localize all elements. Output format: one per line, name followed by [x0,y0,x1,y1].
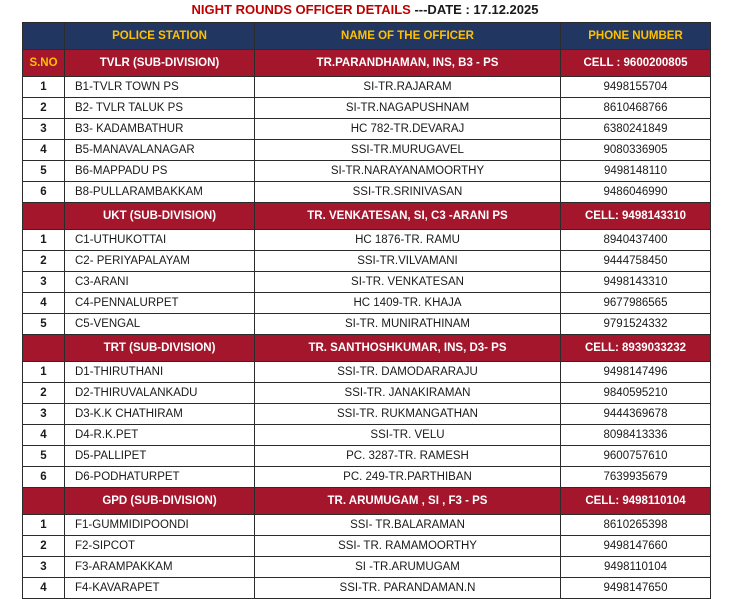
officer-name: PC. 249-TR.PARTHIBAN [255,467,561,488]
subdivision-cell: CELL : 9600200805 [561,50,711,77]
phone-number: 9677986565 [561,293,711,314]
officer-name: SSI-TR. VELU [255,425,561,446]
phone-number: 9080336905 [561,140,711,161]
table-row [23,182,711,203]
row-number: 2 [23,383,65,404]
table-row [23,446,711,467]
phone-number: 7639935679 [561,467,711,488]
table-row [23,467,711,488]
phone-number: 9498147496 [561,362,711,383]
police-station: C3-ARANI [65,272,255,293]
subdivision-officer: TR. VENKATESAN, SI, C3 -ARANI PS [255,203,561,230]
subdivision-officer: TR. ARUMUGAM , SI , F3 - PS [255,488,561,515]
row-number: 3 [23,557,65,578]
subdivision-sno [23,335,65,362]
table-row [23,557,711,578]
officer-name: SSI-TR. JANAKIRAMAN [255,383,561,404]
table-row [23,293,711,314]
police-station: D5-PALLIPET [65,446,255,467]
table-row [23,77,711,98]
subdivision-sno [23,203,65,230]
phone-number: 9486046990 [561,182,711,203]
police-station: B5-MANAVALANAGAR [65,140,255,161]
header-row [23,23,711,50]
officer-name: SI -TR.ARUMUGAM [255,557,561,578]
page-title [0,0,730,20]
row-number: 2 [23,251,65,272]
officer-name: SSI- TR. RAMAMOORTHY [255,536,561,557]
table-row [23,536,711,557]
officer-name: SSI-TR. RUKMANGATHAN [255,404,561,425]
police-station: D6-PODHATURPET [65,467,255,488]
police-station: D1-THIRUTHANI [65,362,255,383]
table-row [23,314,711,335]
police-station: D2-THIRUVALANKADU [65,383,255,404]
officer-table [22,22,711,599]
phone-number: 9498155704 [561,77,711,98]
police-station: F4-KAVARAPET [65,578,255,599]
phone-number: 9791524332 [561,314,711,335]
subdivision-row [23,488,711,515]
row-number: 5 [23,446,65,467]
phone-number: 8098413336 [561,425,711,446]
row-number: 4 [23,293,65,314]
police-station: C2- PERIYAPALAYAM [65,251,255,272]
table-row [23,251,711,272]
phone-number: 9498147660 [561,536,711,557]
table-row [23,98,711,119]
officer-name: SI-TR.NAGAPUSHNAM [255,98,561,119]
officer-name: HC 1409-TR. KHAJA [255,293,561,314]
officer-name: SSI-TR.SRINIVASAN [255,182,561,203]
officer-name: PC. 3287-TR. RAMESH [255,446,561,467]
officer-name: SSI-TR. PARANDAMAN.N [255,578,561,599]
header-station: POLICE STATION [65,23,255,50]
table-row [23,515,711,536]
subdivision-cell: CELL: 9498110104 [561,488,711,515]
phone-number: 9498148110 [561,161,711,182]
phone-number: 9498147650 [561,578,711,599]
officer-name: HC 782-TR.DEVARAJ [255,119,561,140]
phone-number: 9840595210 [561,383,711,404]
phone-number: 9498110104 [561,557,711,578]
table-row [23,161,711,182]
phone-number: 8610265398 [561,515,711,536]
header-sno [23,23,65,50]
police-station: D4-R.K.PET [65,425,255,446]
title-date: ---DATE : 17.12.2025 [410,2,539,17]
officer-name: SSI-TR.VILVAMANI [255,251,561,272]
police-station: F2-SIPCOT [65,536,255,557]
row-number: 6 [23,182,65,203]
phone-number: 9444369678 [561,404,711,425]
subdivision-row [23,50,711,77]
phone-number: 9600757610 [561,446,711,467]
table-row [23,425,711,446]
subdivision-name: GPD (SUB-DIVISION) [65,488,255,515]
subdivision-row [23,203,711,230]
subdivision-name: UKT (SUB-DIVISION) [65,203,255,230]
police-station: B2- TVLR TALUK PS [65,98,255,119]
table-row [23,578,711,599]
table-row [23,383,711,404]
header-officer: NAME OF THE OFFICER [255,23,561,50]
phone-number: 9498143310 [561,272,711,293]
row-number: 3 [23,272,65,293]
subdivision-cell: CELL: 9498143310 [561,203,711,230]
officer-name: SSI-TR. DAMODARARAJU [255,362,561,383]
row-number: 6 [23,467,65,488]
row-number: 3 [23,404,65,425]
header-phone: PHONE NUMBER [561,23,711,50]
officer-name: SSI-TR.MURUGAVEL [255,140,561,161]
officer-name: SSI- TR.BALARAMAN [255,515,561,536]
row-number: 2 [23,536,65,557]
police-station: C1-UTHUKOTTAI [65,230,255,251]
subdivision-name: TVLR (SUB-DIVISION) [65,50,255,77]
table-row [23,230,711,251]
subdivision-officer: TR.PARANDHAMAN, INS, B3 - PS [255,50,561,77]
police-station: B8-PULLARAMBAKKAM [65,182,255,203]
phone-number: 6380241849 [561,119,711,140]
row-number: 5 [23,161,65,182]
subdivision-cell: CELL: 8939033232 [561,335,711,362]
title-main: NIGHT ROUNDS OFFICER DETAILS [191,2,411,17]
officer-name: HC 1876-TR. RAMU [255,230,561,251]
officer-name: SI-TR. VENKATESAN [255,272,561,293]
police-station: D3-K.K CHATHIRAM [65,404,255,425]
row-number: 1 [23,362,65,383]
table-body [23,50,711,599]
row-number: 3 [23,119,65,140]
officer-name: SI-TR. MUNIRATHINAM [255,314,561,335]
row-number: 4 [23,578,65,599]
row-number: 1 [23,77,65,98]
table-row [23,404,711,425]
police-station: C4-PENNALURPET [65,293,255,314]
row-number: 1 [23,515,65,536]
subdivision-officer: TR. SANTHOSHKUMAR, INS, D3- PS [255,335,561,362]
table-row [23,140,711,161]
subdivision-name: TRT (SUB-DIVISION) [65,335,255,362]
police-station: C5-VENGAL [65,314,255,335]
subdivision-sno [23,488,65,515]
police-station: F1-GUMMIDIPOONDI [65,515,255,536]
phone-number: 8610468766 [561,98,711,119]
phone-number: 8940437400 [561,230,711,251]
officer-name: SI-TR.RAJARAM [255,77,561,98]
table-row [23,272,711,293]
row-number: 5 [23,314,65,335]
row-number: 1 [23,230,65,251]
police-station: B3- KADAMBATHUR [65,119,255,140]
police-station: F3-ARAMPAKKAM [65,557,255,578]
row-number: 4 [23,425,65,446]
phone-number: 9444758450 [561,251,711,272]
police-station: B1-TVLR TOWN PS [65,77,255,98]
row-number: 4 [23,140,65,161]
table-row [23,119,711,140]
officer-name: SI-TR.NARAYANAMOORTHY [255,161,561,182]
police-station: B6-MAPPADU PS [65,161,255,182]
subdivision-sno: S.NO [23,50,65,77]
row-number: 2 [23,98,65,119]
table-row [23,362,711,383]
subdivision-row [23,335,711,362]
